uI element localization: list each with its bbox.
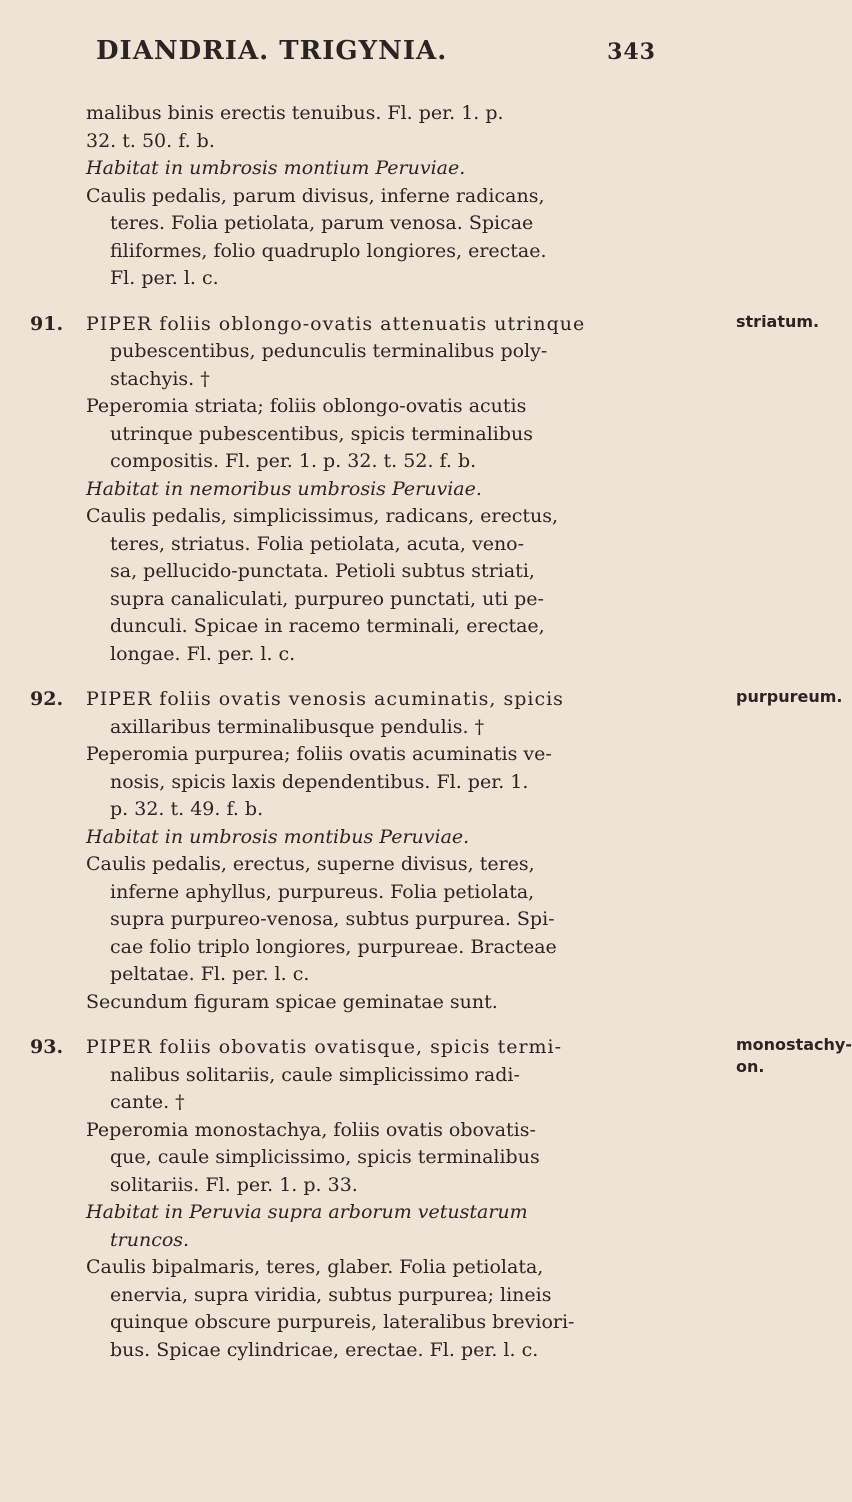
text-line: stachyis. † bbox=[110, 367, 210, 390]
text-line: teres. Folia petiolata, parum venosa. Spicae bbox=[110, 212, 534, 234]
entry-number: 92. bbox=[30, 688, 64, 710]
text-line: pubescentibus, pedunculis terminalibus poly- bbox=[110, 340, 548, 362]
text-line: PIPER foliis ovatis venosis acuminatis, spicis bbox=[86, 688, 564, 710]
text-line: longae. Fl. per. l. c. bbox=[110, 642, 296, 665]
text-line: cante. † bbox=[110, 1091, 185, 1113]
text-line: Fl. per. l. c. bbox=[110, 267, 219, 289]
page-number: 343 bbox=[607, 39, 656, 65]
text-line: teres, striatus. Folia petiolata, acuta, veno- bbox=[110, 532, 525, 555]
text-line: nalibus solitariis, caule simplicissimo radi- bbox=[110, 1063, 520, 1086]
text-line: compositis. Fl. per. 1. p. 32. t. 52. f. b. bbox=[110, 450, 477, 472]
text-line: truncos. bbox=[110, 1228, 190, 1251]
text-line: enervia, supra viridia, subtus purpurea; lineis bbox=[110, 1283, 552, 1306]
text-line: nosis, spicis laxis dependentibus. Fl. per. 1. bbox=[110, 770, 529, 793]
text-line: p. 32. t. 49. f. b. bbox=[110, 798, 264, 820]
text-line: inferne aphyllus, purpureus. Folia petiolata, bbox=[110, 880, 535, 903]
page-heading: DIANDRIA. TRIGYNIA. bbox=[96, 36, 448, 66]
entry-93 bbox=[30, 1034, 852, 1364]
text-line: filiformes, folio quadruplo longiores, erectae. bbox=[110, 239, 547, 262]
text-line: supra purpureo-venosa, subtus purpurea. Spi- bbox=[110, 908, 555, 930]
margin-note: striatum. bbox=[736, 311, 820, 331]
text-line: Habitat in Peruvia supra arborum vetustarum bbox=[86, 1201, 528, 1223]
text-line: Peperomia striata; foliis oblongo-ovatis acutis bbox=[86, 395, 527, 417]
text-line: 32. t. 50. f. b. bbox=[86, 129, 215, 152]
text-line: quinque obscure purpureis, lateralibus breviori- bbox=[110, 1311, 575, 1333]
text-line: Caulis pedalis, erectus, superne divisus, teres, bbox=[86, 853, 535, 875]
text-line: dunculi. Spicae in racemo terminali, erectae, bbox=[110, 615, 545, 637]
body-text bbox=[30, 100, 852, 1382]
text-line: utrinque pubescentibus, spicis terminalibus bbox=[110, 422, 533, 445]
text-line: Habitat in umbrosis montium Peruviae. bbox=[86, 157, 466, 179]
text-line: Habitat in nemoribus umbrosis Peruviae. bbox=[86, 477, 482, 500]
entry-92 bbox=[30, 686, 843, 1016]
running-head bbox=[96, 36, 656, 66]
text-line: peltatae. Fl. per. l. c. bbox=[110, 963, 310, 985]
entry-continuation bbox=[30, 100, 770, 293]
text-line: solitariis. Fl. per. 1. p. 33. bbox=[110, 1173, 358, 1196]
text-line: Caulis pedalis, simplicissimus, radicans, erectus, bbox=[86, 505, 559, 527]
text-line: axillaribus terminalibusque pendulis. † bbox=[110, 715, 485, 738]
text-line: Habitat in umbrosis montibus Peruviae. bbox=[86, 825, 470, 848]
text-line: Caulis bipalmaris, teres, glaber. Folia petiolata, bbox=[86, 1256, 544, 1278]
text-line: PIPER foliis oblongo-ovatis attenuatis utrinque bbox=[86, 312, 586, 335]
text-line: que, caule simplicissimo, spicis terminalibus bbox=[110, 1146, 540, 1168]
text-line: Caulis pedalis, parum divisus, inferne radicans, bbox=[86, 184, 545, 207]
entry-number: 91. bbox=[30, 312, 64, 335]
text-line: sa, pellucido-punctata. Petioli subtus striati, bbox=[110, 560, 535, 582]
text-line: Peperomia purpurea; foliis ovatis acuminatis ve- bbox=[86, 743, 552, 765]
text-line: malibus binis erectis tenuibus. Fl. per. 1. p. bbox=[86, 102, 504, 124]
margin-note: purpureum. bbox=[736, 687, 843, 706]
text-line: cae folio triplo longiores, purpureae. Bracteae bbox=[110, 935, 557, 958]
entry-91 bbox=[30, 311, 820, 669]
text-line: bus. Spicae cylindricae, erectae. Fl. per. l. c. bbox=[110, 1338, 539, 1361]
text-line: Peperomia monostachya, foliis ovatis obovatis- bbox=[86, 1118, 536, 1141]
text-line: Secundum figuram spicae geminatae sunt. bbox=[86, 990, 498, 1013]
text-line: supra canaliculati, purpureo punctati, uti pe- bbox=[110, 587, 544, 610]
entry-number: 93. bbox=[30, 1036, 64, 1058]
text-line: PIPER foliis obovatis ovatisque, spicis termi- bbox=[86, 1036, 563, 1058]
margin-note: monostachy- on. bbox=[736, 1035, 852, 1076]
